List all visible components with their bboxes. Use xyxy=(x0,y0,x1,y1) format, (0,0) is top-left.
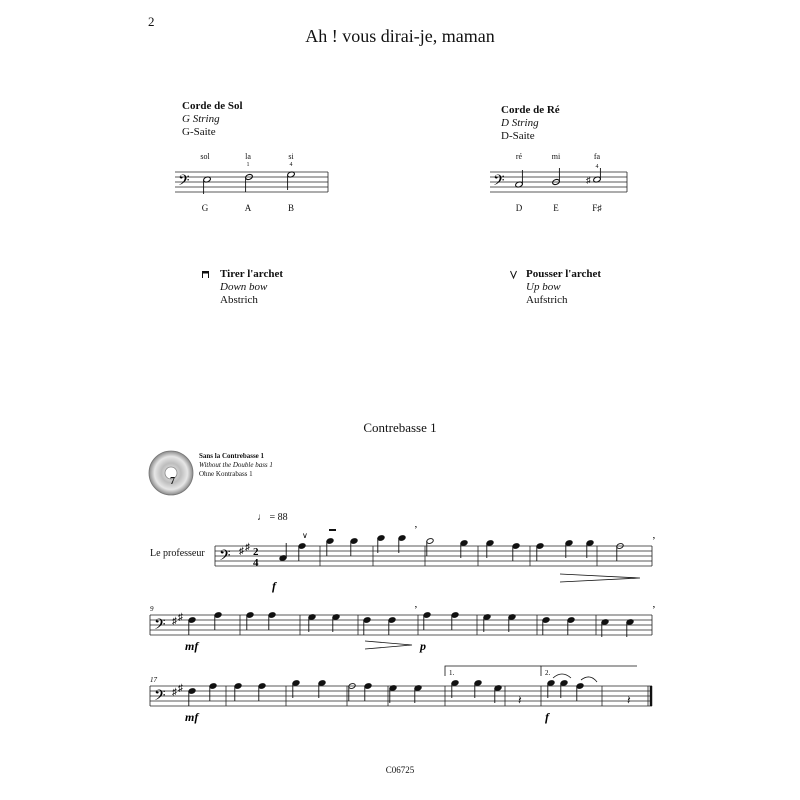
d-note-finger-3: 4 xyxy=(595,164,599,170)
d-string-staff xyxy=(490,168,630,198)
d-note-letter-2: E xyxy=(553,203,559,213)
dynamic-mf: mf xyxy=(185,710,199,724)
volta-brackets xyxy=(445,666,637,676)
staff-system-2 xyxy=(150,615,652,635)
time-signature-top: 2 xyxy=(253,546,259,558)
measure-number-9: 9 xyxy=(150,605,154,613)
quarter-rest-icon: 𝄽 xyxy=(518,693,522,707)
g-note-solfege-2: la xyxy=(245,152,251,161)
g-note-letter-2: A xyxy=(244,203,252,213)
slur xyxy=(553,674,571,678)
d-string-label-en: D String xyxy=(501,117,539,129)
g-string-heading xyxy=(182,100,243,139)
page-number: 2 xyxy=(148,14,155,29)
dynamic-p: p xyxy=(420,639,426,653)
decrescendo-hairpin xyxy=(365,641,412,649)
down-bow-icon xyxy=(329,529,336,531)
up-bow-label-de: Aufstrich xyxy=(526,294,568,306)
breath-mark: ’ xyxy=(652,535,656,547)
key-signature-sharp-icon: ♯ xyxy=(178,683,183,694)
g-note-letter-1: G xyxy=(201,203,209,213)
down-bow-label-fr: Tirer l'archet xyxy=(220,268,284,280)
g-note-solfege-3: si xyxy=(288,152,294,161)
bass-clef-icon: 𝄢 xyxy=(219,547,231,567)
dynamic-f: f xyxy=(545,710,549,724)
up-bow-legend xyxy=(526,268,601,307)
g-note-finger-3: 4 xyxy=(289,162,293,168)
d-note-solfege-3: fa xyxy=(593,152,601,161)
key-signature-sharp-icon: ♯ xyxy=(172,687,177,698)
measure-number-17: 17 xyxy=(150,676,157,684)
dynamic-mf: mf xyxy=(185,639,199,653)
down-bow-legend xyxy=(220,268,283,307)
d-note-letter-1: D xyxy=(515,203,523,213)
quarter-rest-icon: 𝄽 xyxy=(627,693,631,707)
music-score xyxy=(0,500,800,730)
down-bow-label-en: Down bow xyxy=(220,281,268,293)
volta-2: 2. xyxy=(545,669,551,677)
g-string-label-fr: Corde de Sol xyxy=(182,100,243,112)
g-string-label-de: G-Saite xyxy=(182,126,216,138)
catalog-number: C06725 xyxy=(385,765,415,775)
sharp-icon: ♯ xyxy=(586,175,591,185)
cd-label-de: Ohne Kontrabass 1 xyxy=(199,470,253,478)
d-note-solfege-2: mi xyxy=(551,152,561,161)
section-title: Contrebasse 1 xyxy=(363,420,437,435)
breath-mark: ’ xyxy=(652,604,656,616)
up-bow-label-en: Up bow xyxy=(526,281,561,293)
key-signature-sharp-icon: ♯ xyxy=(178,612,183,623)
breath-mark: ’ xyxy=(414,604,418,616)
d-string-label-de: D-Saite xyxy=(501,130,535,142)
dynamic-f: f xyxy=(272,579,276,593)
cd-icon xyxy=(148,450,194,496)
bass-clef-icon: 𝄢 xyxy=(178,172,190,192)
g-note-finger-2: 1 xyxy=(246,162,250,168)
d-string-label-fr: Corde de Ré xyxy=(501,104,560,116)
g-note-solfege-1: sol xyxy=(200,152,210,161)
g-string-staff xyxy=(175,168,330,198)
up-bow-icon xyxy=(509,270,519,280)
up-bow-label-fr: Pousser l'archet xyxy=(526,268,602,280)
time-signature-bottom: 4 xyxy=(253,557,259,569)
bass-clef-icon: 𝄢 xyxy=(154,687,166,707)
d-note-solfege-1: ré xyxy=(515,152,523,161)
down-bow-label-de: Abstrich xyxy=(220,294,258,306)
cd-label-fr: Sans la Contrebasse 1 xyxy=(199,452,265,460)
breath-mark: ’ xyxy=(414,524,418,536)
cd-label-en: Without the Double bass 1 xyxy=(199,461,273,469)
slur xyxy=(581,677,597,682)
key-signature-sharp-icon: ♯ xyxy=(245,542,250,553)
tempo-marking: ♩ = 88 xyxy=(257,512,288,523)
instrument-label: Le professeur xyxy=(150,548,205,559)
g-note-letter-3: B xyxy=(287,203,294,213)
bass-clef-icon: 𝄢 xyxy=(493,172,505,192)
bass-clef-icon: 𝄢 xyxy=(154,616,166,636)
piece-title: Ah ! vous dirai-je, maman xyxy=(305,26,495,46)
d-note-letter-3: F♯ xyxy=(592,203,602,213)
key-signature-sharp-icon: ♯ xyxy=(239,546,244,557)
key-signature-sharp-icon: ♯ xyxy=(172,616,177,627)
d-string-heading xyxy=(501,104,560,143)
down-bow-icon xyxy=(201,270,211,280)
g-string-label-en: G String xyxy=(182,113,220,125)
decrescendo-hairpin xyxy=(560,574,640,582)
cd-track-caption xyxy=(199,452,273,479)
up-bow-icon: ∨ xyxy=(302,531,308,540)
volta-1: 1. xyxy=(449,669,455,677)
cd-track-number: 7 xyxy=(170,476,175,487)
